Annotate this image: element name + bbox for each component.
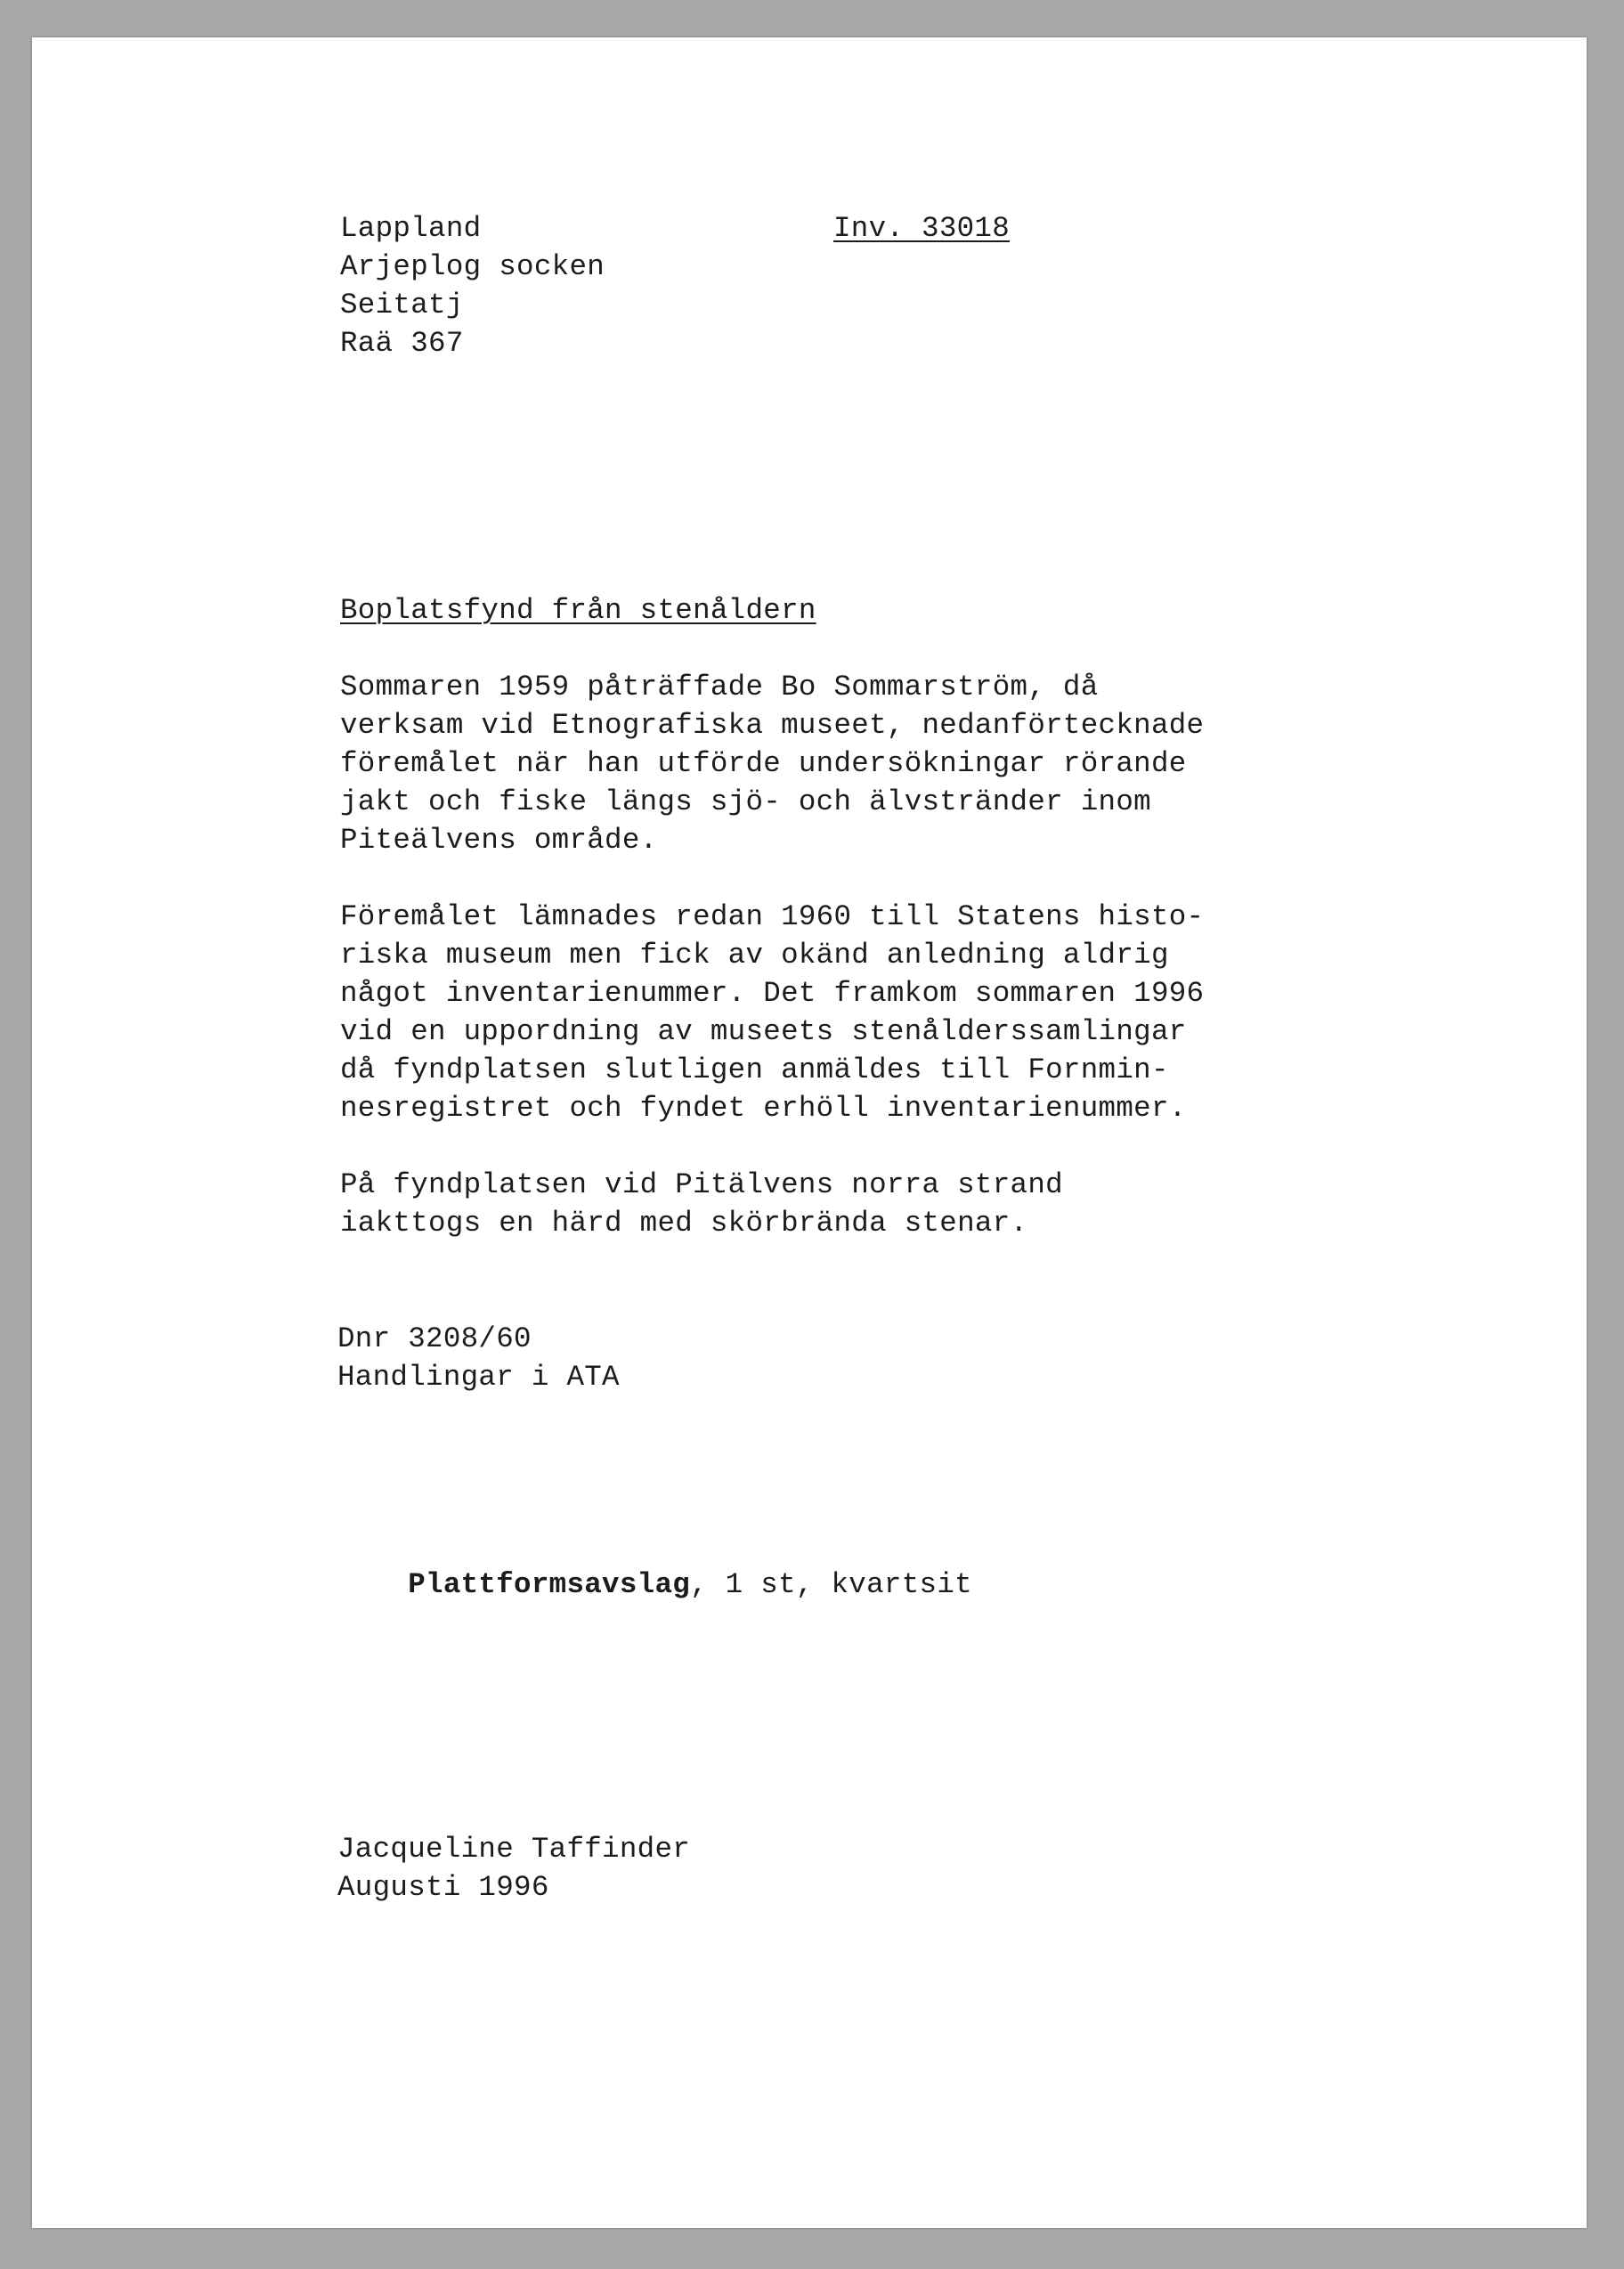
paragraph-line: På fyndplatsen vid Pitälvens norra strand: [340, 1168, 1063, 1201]
location-line: Seitatj: [340, 289, 464, 321]
location-line: Raä 367: [340, 327, 464, 360]
document-page: [32, 37, 1587, 2228]
reference-line: Handlingar i ATA: [337, 1361, 620, 1394]
location-line: Arjeplog socken: [340, 250, 605, 283]
paragraph-line: Sommaren 1959 påträffade Bo Sommarström, då: [340, 671, 1099, 703]
paragraph-line: något inventarienummer. Det framkom sommaren 1996: [340, 977, 1205, 1010]
signature-date: Augusti 1996: [337, 1871, 549, 1904]
signature-block: [337, 1830, 690, 1907]
reference-line: Dnr 3208/60: [337, 1322, 532, 1355]
document-title: Boplatsfynd från stenåldern: [340, 594, 816, 627]
paragraph-line: jakt och fiske längs sjö- och älvstränder inom: [340, 785, 1151, 818]
find-name: Plattformsavslag: [408, 1568, 691, 1601]
paragraph-line: riska museum men fick av okänd anledning aldrig: [340, 939, 1169, 972]
paragraph-line: föremålet när han utförde undersökningar rörande: [340, 747, 1187, 780]
paragraph-line: iakttogs en härd med skörbrända stenar.: [340, 1207, 1028, 1240]
paragraph-history: [340, 898, 1204, 1127]
location-line: Lappland: [340, 212, 482, 245]
find-entry: [337, 1527, 972, 1642]
paragraph-discovery: [340, 668, 1204, 859]
find-details: , 1 st, kvartsit: [690, 1568, 972, 1601]
references-block: [337, 1320, 620, 1396]
paragraph-line: Piteälvens område.: [340, 824, 658, 857]
paragraph-site: [340, 1166, 1063, 1242]
paragraph-line: nesregistret och fyndet erhöll inventarienummer.: [340, 1092, 1187, 1125]
paragraph-line: Föremålet lämnades redan 1960 till Statens histo-: [340, 900, 1205, 933]
location-block: [340, 209, 605, 362]
signature-author: Jacqueline Taffinder: [337, 1833, 691, 1866]
paragraph-line: verksam vid Etnografiska museet, nedanförtecknade: [340, 709, 1205, 742]
paragraph-line: vid en uppordning av museets stenålderssamlingar: [340, 1015, 1187, 1048]
inventory-number: Inv. 33018: [833, 212, 1011, 245]
paragraph-line: då fyndplatsen slutligen anmäldes till Fornmin-: [340, 1053, 1169, 1086]
